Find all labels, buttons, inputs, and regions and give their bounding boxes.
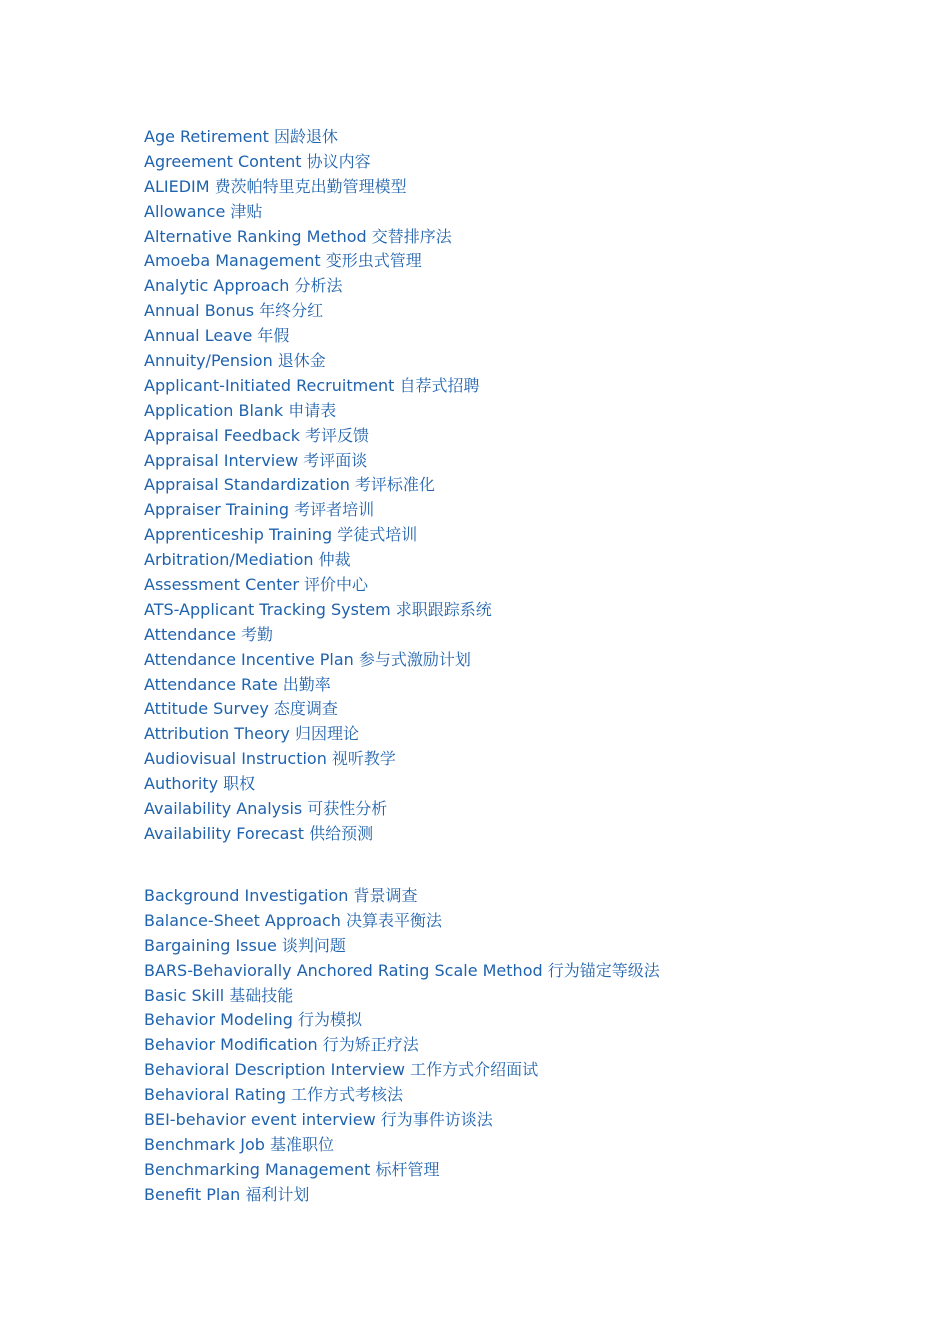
glossary-entry: Bargaining Issue 谈判问题 xyxy=(144,935,346,955)
glossary-entry: Attitude Survey 态度调查 xyxy=(144,699,338,719)
glossary-entry: Authority 职权 xyxy=(144,774,256,794)
glossary-entry: Analytic Approach 分析法 xyxy=(144,276,343,296)
glossary-entry: Annual Leave 年假 xyxy=(144,326,290,346)
glossary-entry: Alternative Ranking Method 交替排序法 xyxy=(144,226,452,246)
glossary-entry: Behavior Modification 行为矫正疗法 xyxy=(144,1035,419,1055)
glossary-entry: Background Investigation 背景调查 xyxy=(144,886,418,905)
glossary-entry: Attendance Incentive Plan 参与式激励计划 xyxy=(144,649,471,669)
glossary-entry: Application Blank 申请表 xyxy=(144,400,337,420)
glossary-entry: Agreement Content 协议内容 xyxy=(144,151,371,171)
glossary-entry: Benefit Plan 福利计划 xyxy=(144,1184,310,1204)
glossary-entry: Balance-Sheet Approach 决算表平衡法 xyxy=(144,910,443,930)
glossary-entry: Apprenticeship Training 学徒式培训 xyxy=(144,525,418,545)
glossary-entry: Appraisal Feedback 考评反馈 xyxy=(144,425,370,445)
glossary-entry: Allowance 津贴 xyxy=(144,201,263,221)
glossary-entry: ALIEDIM 费茨帕特里克出勤管理模型 xyxy=(144,176,407,196)
glossary-entry: Attribution Theory 归因理论 xyxy=(144,724,359,744)
glossary-entry: Benchmarking Management 标杆管理 xyxy=(144,1159,440,1179)
glossary-entry: Behavioral Rating 工作方式考核法 xyxy=(144,1085,404,1105)
glossary-entry: ATS-Applicant Tracking System 求职跟踪系统 xyxy=(144,599,492,619)
glossary-entry: Appraiser Training 考评者培训 xyxy=(144,500,375,520)
glossary-entry: Availability Forecast 供给预测 xyxy=(144,823,374,843)
glossary-entry: Annual Bonus 年终分红 xyxy=(144,301,324,321)
glossary-entry: Annuity/Pension 退休金 xyxy=(144,351,326,371)
glossary-section-a xyxy=(144,125,492,847)
glossary-entry: Availability Analysis 可获性分析 xyxy=(144,799,388,819)
glossary-entry: Assessment Center 评价中心 xyxy=(144,575,369,595)
glossary-entry: Applicant-Initiated Recruitment 自荐式招聘 xyxy=(144,375,480,395)
glossary-entry: Basic Skill 基础技能 xyxy=(144,985,294,1005)
glossary-entry: Age Retirement 因龄退休 xyxy=(144,127,338,146)
glossary-entry: Arbitration/Mediation 仲裁 xyxy=(144,550,351,570)
glossary-entry: Attendance Rate 出勤率 xyxy=(144,674,331,694)
glossary-section-b xyxy=(144,884,660,1208)
glossary-entry: BARS-Behaviorally Anchored Rating Scale Method 行为锚定等级法 xyxy=(144,960,660,980)
glossary-entry: Audiovisual Instruction 视听教学 xyxy=(144,749,396,769)
glossary-entry: BEI-behavior event interview 行为事件访谈法 xyxy=(144,1110,493,1130)
glossary-entry: Appraisal Interview 考评面谈 xyxy=(144,450,368,470)
glossary-entry: Appraisal Standardization 考评标准化 xyxy=(144,475,435,495)
glossary-entry: Attendance 考勤 xyxy=(144,624,274,644)
glossary-entry: Amoeba Management 变形虫式管理 xyxy=(144,251,422,271)
glossary-entry: Behavior Modeling 行为模拟 xyxy=(144,1010,363,1030)
glossary-entry: Benchmark Job 基准职位 xyxy=(144,1134,334,1154)
glossary-entry: Behavioral Description Interview 工作方式介绍面试 xyxy=(144,1060,539,1080)
